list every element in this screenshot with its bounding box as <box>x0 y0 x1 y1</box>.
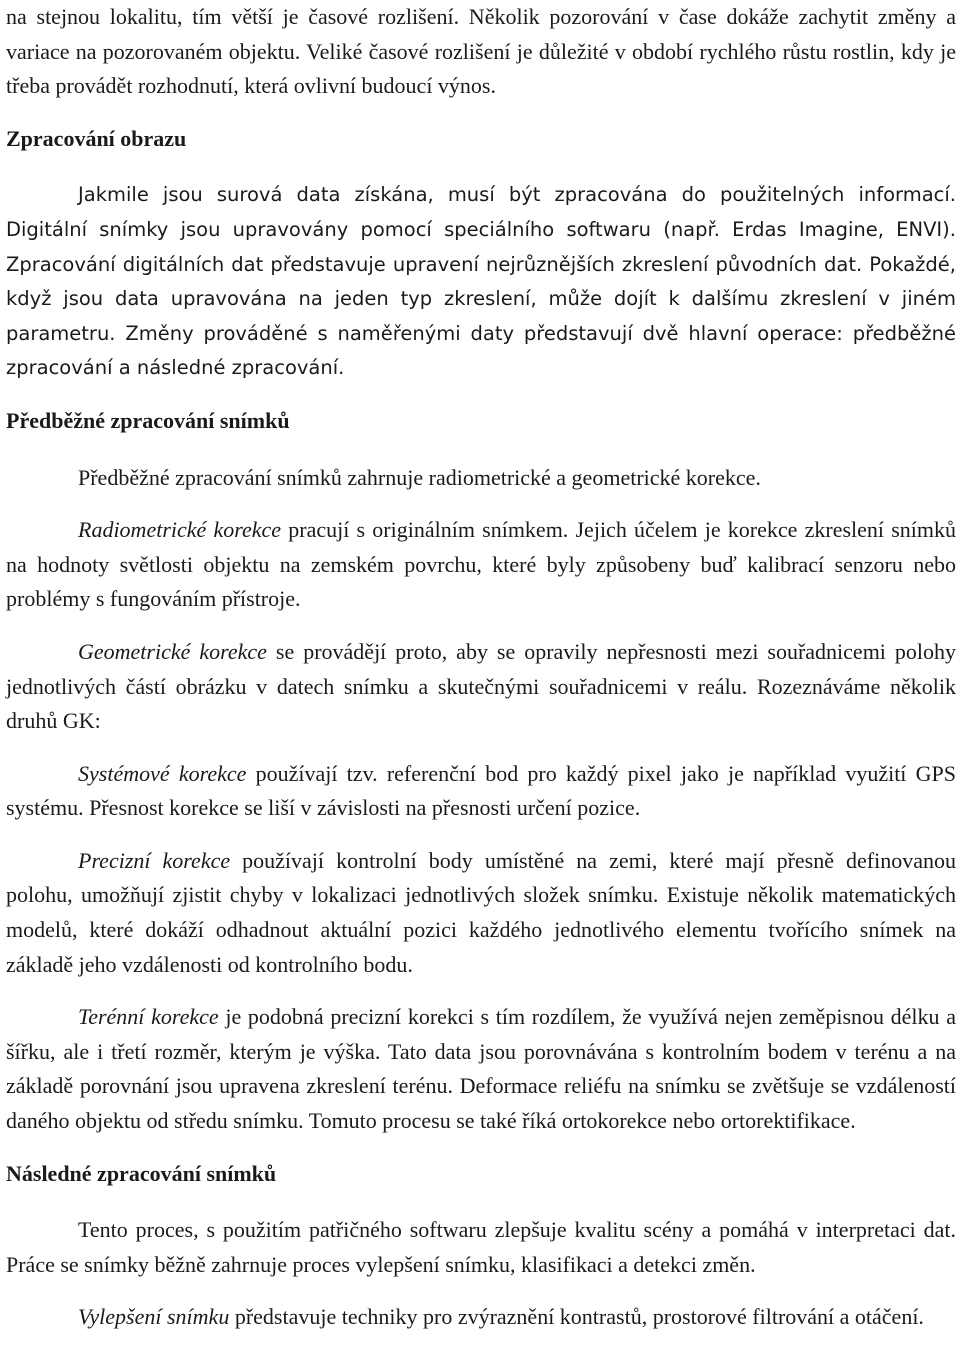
radiometric-text: pracují s originálním snímkem. Jejich účelem je korekce zkreslení snímků na hodnoty světlosti objektu na zemském povrchu, které byly způsobeny buď kalibrací senzoru nebo problémy s fungováním přístroje. <box>6 517 957 612</box>
spacer <box>6 739 956 757</box>
spacer <box>6 104 956 122</box>
systematic-term: Systémové korekce <box>78 760 247 786</box>
enhancement-term: Vylepšení snímku <box>78 1304 230 1330</box>
radiometric-term: Radiometrické korekce <box>78 517 282 543</box>
spacer <box>6 439 956 461</box>
terrain-paragraph <box>6 1000 956 1138</box>
radiometric-paragraph <box>6 513 956 617</box>
geometric-term: Geometrické korekce <box>78 638 267 664</box>
image-processing-paragraph: Jakmile jsou surová data získána, musí být zpracována do použitelných informací. Digitální snímky jsou upravovány pomocí speciálního softwaru (např. Erdas Imagine, ENVI). Zpracování digitálních dat představuje upravení nejrůznějších zkreslení původních dat. Pokaždé, když jsou data upravována na jeden typ zkreslení, může dojít k dalšímu zkreslení v jiném parametru. Změny prováděné s naměřenými daty představují dvě hlavní operace: předběžné zpracování a následné zpracování. <box>6 183 956 380</box>
spacer <box>6 1282 956 1300</box>
preprocessing-intro: Předběžné zpracování snímků zahrnuje radiometrické a geometrické korekce. <box>78 464 761 490</box>
spacer <box>6 495 956 513</box>
document-page <box>6 0 956 1335</box>
geometric-text: se provádějí proto, aby se opravily nepřesnosti mezi souřadnicemi polohy jednotlivých částí obrázku v datech snímku a skutečnými souřadnicemi v reálu. Rozeznáváme několik druhů GK: <box>6 638 957 734</box>
systematic-paragraph <box>6 757 956 826</box>
spacer <box>6 826 956 844</box>
spacer <box>6 1139 956 1157</box>
heading-image-processing: Zpracování obrazu <box>6 125 187 151</box>
postprocessing-paragraph: Tento proces, s použitím patřičného softwaru zlepšuje kvalitu scény a pomáhá v interpretaci dat. Práce se snímky běžně zahrnuje proces vylepšení snímku, klasifikaci a detekci změn. <box>6 1217 956 1277</box>
precise-term: Precizní korekce <box>78 847 231 873</box>
intro-paragraph: na stejnou lokalitu, tím větší je časové rozlišení. Několik pozorování v čase dokáže zachytit změny a variace na pozorovaném objektu. Veliké časové rozlišení je důležité v období rychlého růstu rostlin, kdy je třeba provádět rozhodnutí, která ovlivní budoucí výnos. <box>6 4 956 99</box>
geometric-paragraph <box>6 635 956 739</box>
spacer <box>6 617 956 635</box>
enhancement-text: představuje techniky pro zvýraznění kontrastů, prostorové filtrování a otáčení. <box>229 1304 924 1330</box>
precise-paragraph <box>6 844 956 982</box>
spacer <box>6 982 956 1000</box>
spacer <box>6 156 956 178</box>
spacer <box>6 1191 956 1213</box>
terrain-text: je podobná precizní korekci s tím rozdílem, že využívá nejen zeměpisnou délku a šířku, ale i třetí rozměr, kterým je výška. Tato data jsou porovnávána s kontrolním bodem v terénu a na základě porovnání jsou upravena zkreslení terénu. Deformace reliéfu na snímku se zvětšuje se vzdáleností daného objektu od středu snímku. Tomuto procesu se také říká ortokorekce nebo ortorektifikace. <box>6 1004 956 1134</box>
spacer <box>6 386 956 404</box>
terrain-term: Terénní korekce <box>78 1004 219 1030</box>
enhancement-paragraph <box>6 1300 956 1335</box>
heading-preprocessing: Předběžné zpracování snímků <box>6 407 290 433</box>
precise-text: používají kontrolní body umístěné na zemi, které mají přesně definovanou polohu, umožňují zjistit chyby v lokalizaci jednotlivých složek snímku. Existuje několik matematických modelů, které dokáží odhadnout aktuální pozici každého jednotlivého elementu tvořícího snímek na základě jeho vzdálenosti od kontrolního bodu. <box>6 847 956 977</box>
systematic-text: používají tzv. referenční bod pro každý pixel jako je například využití GPS systému. Přesnost korekce se liší v závislosti na přesnosti určení pozice. <box>6 760 956 821</box>
heading-postprocessing: Následné zpracování snímků <box>6 1160 277 1186</box>
